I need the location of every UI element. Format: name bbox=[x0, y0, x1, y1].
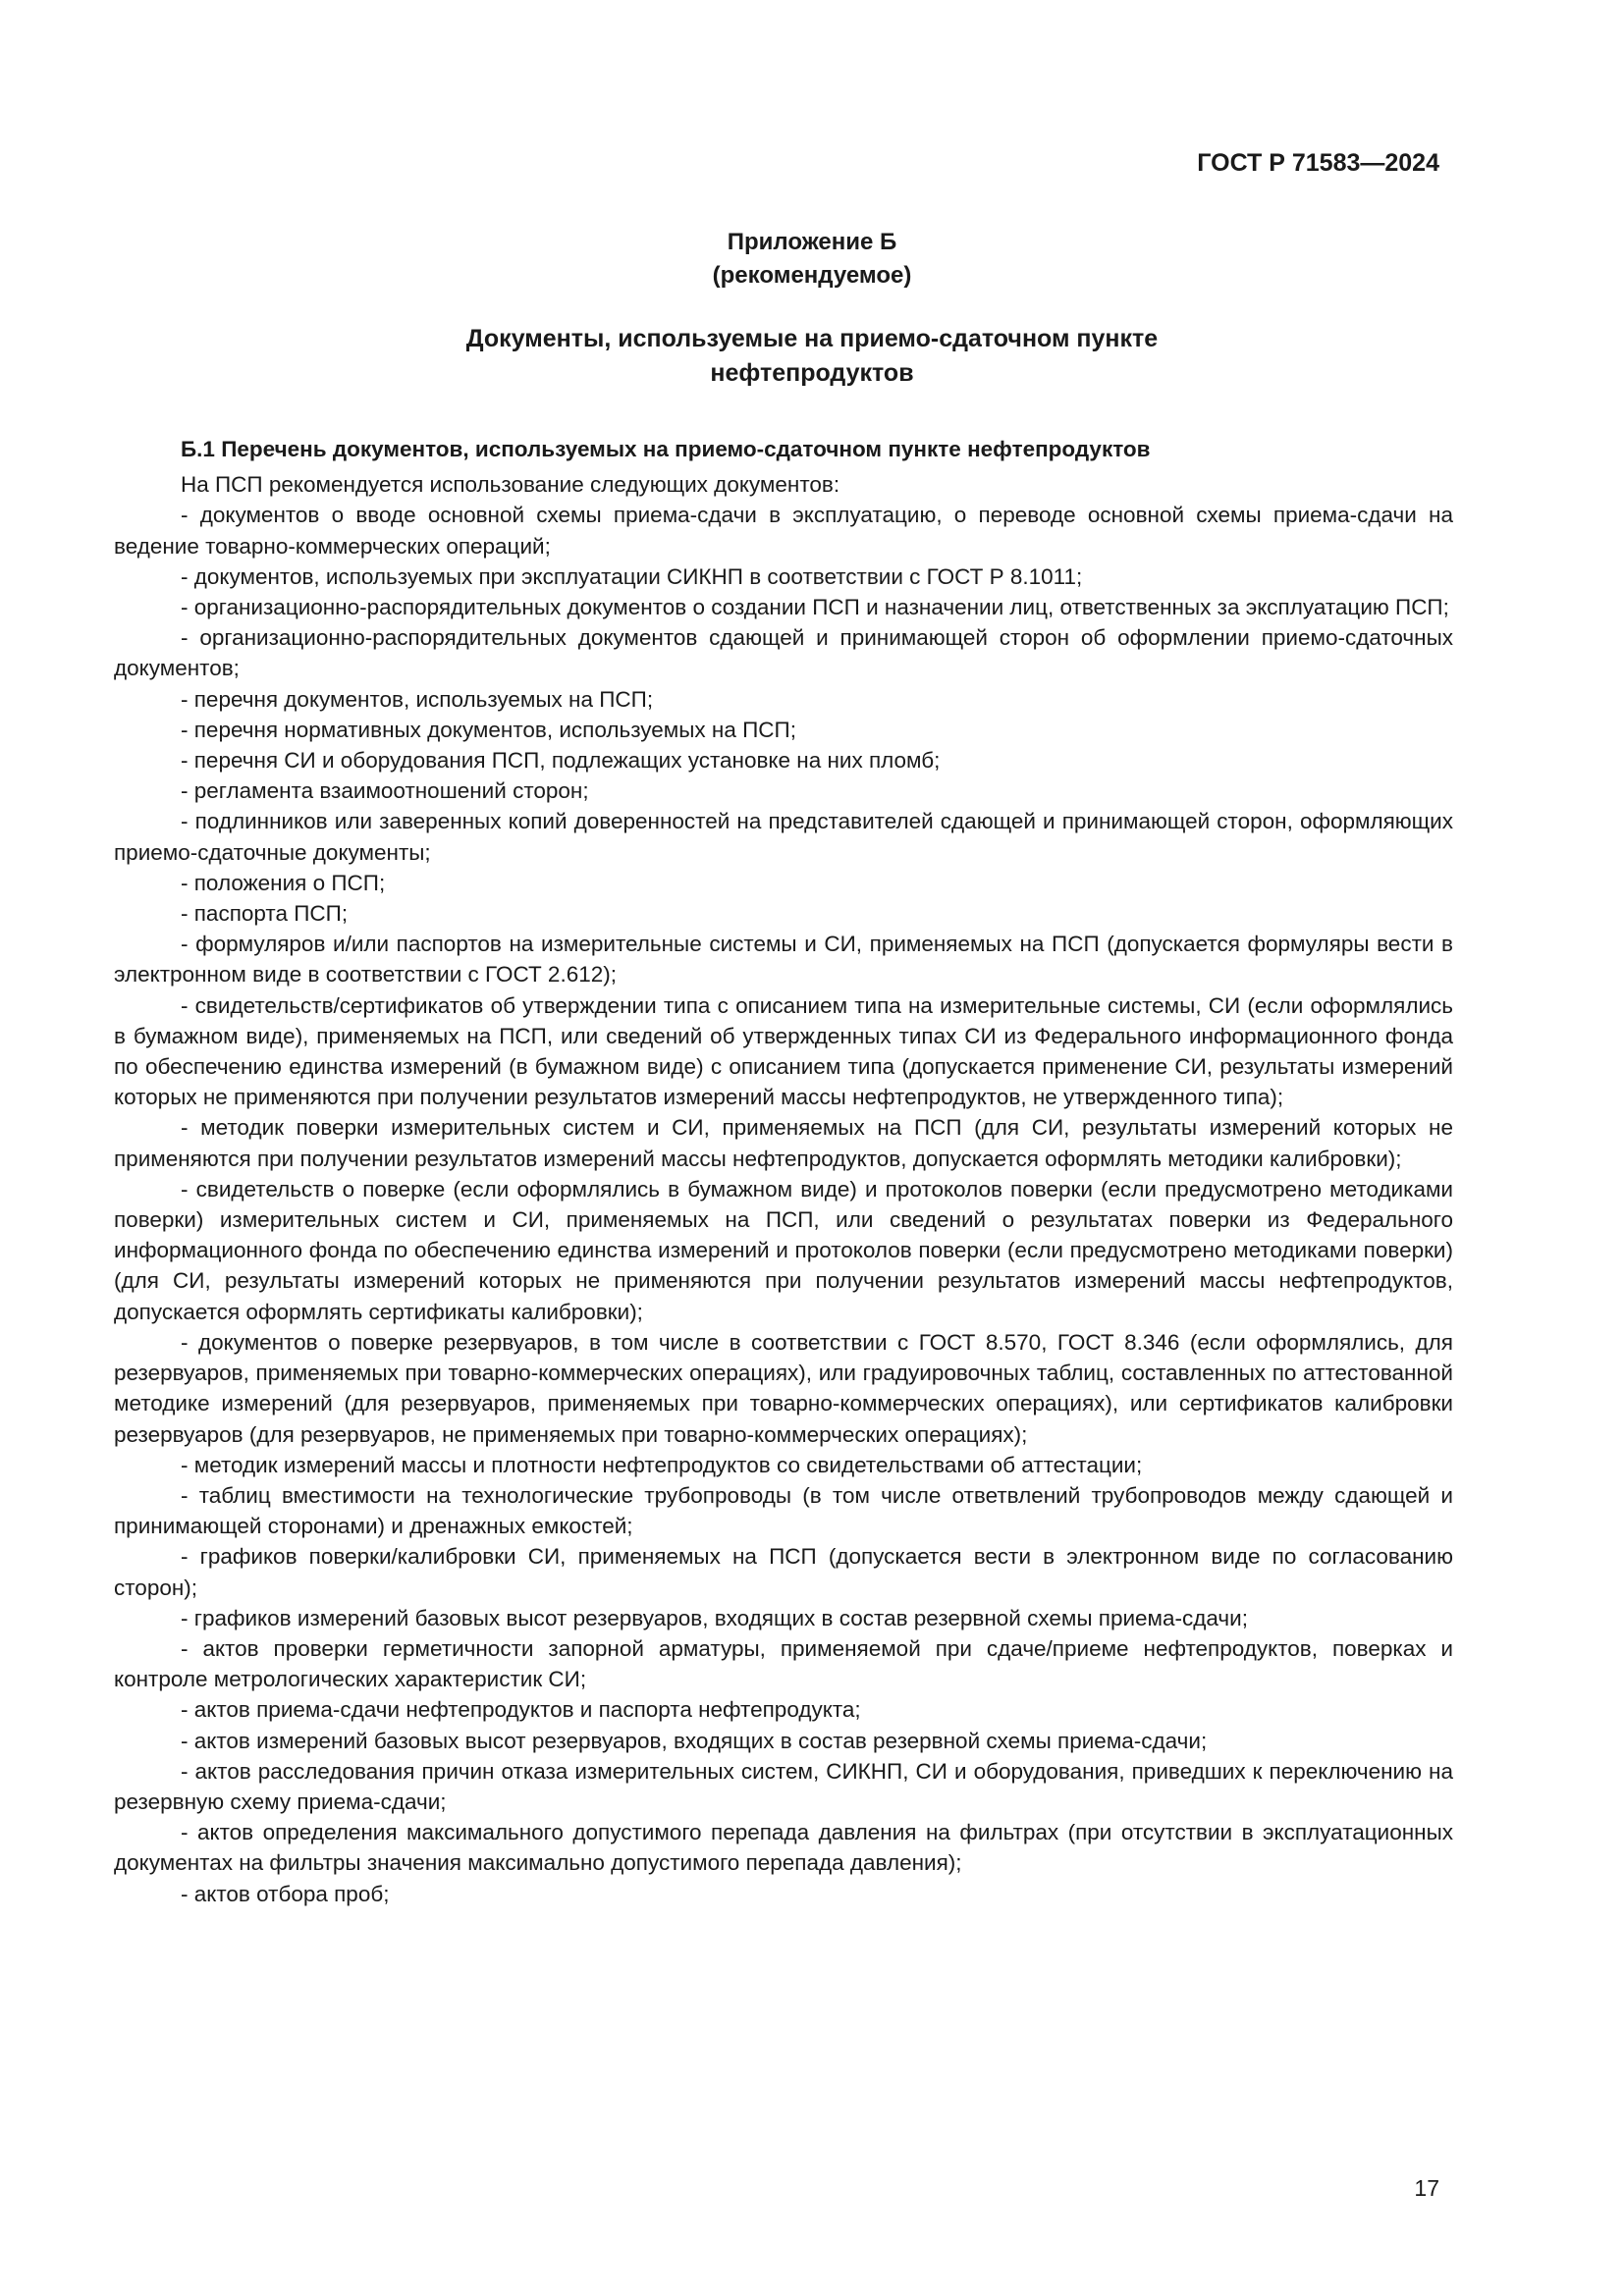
list-item: - актов расследования причин отказа измерительных систем, СИКНП, СИ и оборудования, приведших к переключению на резервную схему приема-сдачи; bbox=[114, 1758, 1453, 1814]
section-intro: На ПСП рекомендуется использование следующих документов: bbox=[181, 472, 840, 498]
list-item: - актов измерений базовых высот резервуаров, входящих в состав резервной схемы приема-сдачи; bbox=[181, 1728, 1208, 1753]
document-code: ГОСТ Р 71583—2024 bbox=[1197, 149, 1439, 177]
list-item: - документов, используемых при эксплуатации СИКНП в соответствии с ГОСТ Р 8.1011; bbox=[181, 563, 1083, 589]
title-line-1: Документы, используемые на приемо-сдаточном пункте bbox=[465, 325, 1159, 352]
list-item: - положения о ПСП; bbox=[181, 870, 386, 895]
title-line-2: нефтепродуктов bbox=[710, 359, 914, 387]
appendix-status: (рекомендуемое) bbox=[712, 262, 912, 289]
list-item: - подлинников или заверенных копий доверенностей на представителей сдающей и принимающей сторон, оформляющих приемо-сдаточные документы; bbox=[114, 809, 1453, 865]
list-item: - графиков измерений базовых высот резервуаров, входящих в состав резервной схемы приема-сдачи; bbox=[181, 1605, 1248, 1630]
list-item: - перечня документов, используемых на ПСП; bbox=[181, 686, 654, 712]
page-number: 17 bbox=[1414, 2175, 1439, 2201]
section-heading: Б.1 Перечень документов, используемых на приемо-сдаточном пункте нефтепродуктов bbox=[181, 437, 1151, 461]
list-item: - формуляров и/или паспортов на измерительные системы и СИ, применяемых на ПСП (допускается формуляры вести в электронном виде в соответствии с ГОСТ 2.612); bbox=[114, 932, 1453, 988]
list-item: - документов о вводе основной схемы приема-сдачи в эксплуатацию, о переводе основной схемы приема-сдачи на ведение товарно-коммерческих операций; bbox=[114, 503, 1453, 559]
list-item: - актов отбора проб; bbox=[181, 1881, 390, 1906]
appendix-label: Приложение Б bbox=[727, 229, 897, 255]
list-item: - свидетельств/сертификатов об утверждении типа с описанием типа на измерительные системы, СИ (если оформлялись в бумажном виде), применяемых на ПСП, или сведений об утвержденных типах СИ из Федерального информационного фонда по обеспечению единства измерений (в бумажном виде) с описанием типа (допускается применение СИ, результаты измерений которых не применяются при получении результатов измерений массы нефтепродуктов, не утвержденного типа); bbox=[114, 992, 1453, 1110]
list-item: - актов проверки герметичности запорной арматуры, применяемой при сдаче/приеме нефтепродуктов, поверках и контроле метрологических характеристик СИ; bbox=[114, 1635, 1453, 1692]
list-item: - паспорта ПСП; bbox=[181, 901, 349, 927]
list-item: - перечня СИ и оборудования ПСП, подлежащих установке на них пломб; bbox=[181, 748, 941, 774]
list-item: - актов определения максимального допустимого перепада давления на фильтрах (при отсутствии в эксплуатационных документах на фильтры значения максимально допустимого перепада давления); bbox=[114, 1820, 1453, 1876]
list-item: - таблиц вместимости на технологические трубопроводы (в том числе ответвлений трубопроводов между сдающей и принимающей сторонами) и дренажных емкостей; bbox=[114, 1482, 1453, 1539]
list-item: - перечня нормативных документов, используемых на ПСП; bbox=[181, 717, 796, 742]
list-item: - актов приема-сдачи нефтепродуктов и паспорта нефтепродукта; bbox=[181, 1697, 861, 1723]
list-item: - регламента взаимоотношений сторон; bbox=[181, 778, 589, 804]
document-title bbox=[0, 322, 1624, 391]
list-item: - свидетельств о поверке (если оформлялись в бумажном виде) и протоколов поверки (если предусмотрено методиками поверки) измерительных систем и СИ, применяемых на ПСП, или сведений о результатах поверки из Федерального информационного фонда по обеспечению единства измерений и протоколов поверки (если предусмотрено методиками поверки) (для СИ, результаты измерений которых не применяются при получении результатов измерений массы нефтепродуктов, допускается оформлять сертификаты калибровки); bbox=[114, 1176, 1453, 1324]
list-item: - методик поверки измерительных систем и СИ, применяемых на ПСП (для СИ, результаты измерений которых не применяются при получении результатов измерений массы нефтепродуктов, допускается оформлять методики калибровки); bbox=[114, 1115, 1453, 1171]
list-item: - документов о поверке резервуаров, в том числе в соответствии с ГОСТ 8.570, ГОСТ 8.346 (если оформлялись, для резервуаров, применяемых при товарно-коммерческих операциях), или градуировочных таблиц, составленных по аттестованной методике измерений (для резервуаров, применяемых при товарно-коммерческих операциях), или сертификатов калибровки резервуаров (для резервуаров, не применяемых при товарно-коммерческих операциях); bbox=[114, 1329, 1453, 1447]
list-item: - графиков поверки/калибровки СИ, применяемых на ПСП (допускается вести в электронном виде по согласованию сторон); bbox=[114, 1544, 1453, 1600]
section-body bbox=[114, 434, 1453, 1909]
list-item: - организационно-распорядительных документов сдающей и принимающей сторон об оформлении приемо-сдаточных документов; bbox=[114, 625, 1453, 681]
list-item: - организационно-распорядительных документов о создании ПСП и назначении лиц, ответственных за эксплуатацию ПСП; bbox=[181, 595, 1449, 620]
appendix-block bbox=[0, 226, 1624, 293]
list-item: - методик измерений массы и плотности нефтепродуктов со свидетельствами об аттестации; bbox=[181, 1452, 1143, 1477]
